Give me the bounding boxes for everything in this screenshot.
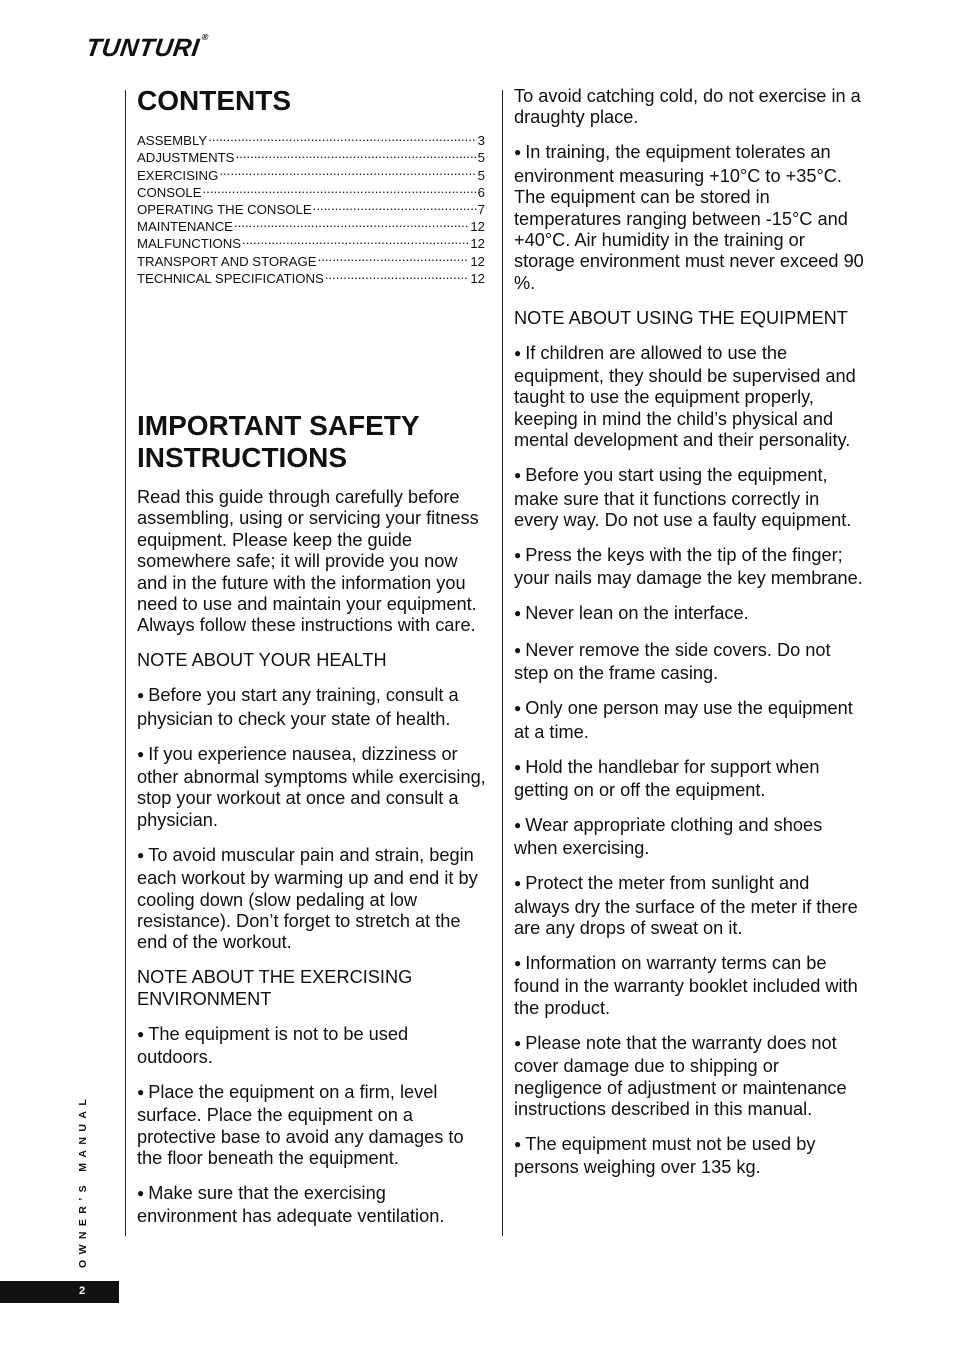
bullet-paragraph: ● The equipment is not to be used outdoors. [137, 1024, 487, 1069]
page-number: 2 [79, 1285, 86, 1297]
bullet-paragraph: ● Make sure that the exercising environment has adequate ventilation. [137, 1183, 487, 1228]
bullet-paragraph: ● Protect the meter from sunlight and always dry the surface of the meter if there are any drops of sweat on it. [514, 873, 864, 939]
toc-entry-page: 12 [470, 219, 485, 235]
toc-leader-dots [325, 266, 469, 283]
paragraph: Read this guide through carefully before assembling, using or servicing your fitness equipment. Please keep the guide somewhere safe; it will provide you now and in the future with the information you need to use and maintain your equipment. Always follow these instructions with care. [137, 487, 479, 636]
toc-leader-dots [208, 128, 477, 145]
column-divider [502, 90, 503, 1236]
toc-entry-title: TECHNICAL SPECIFICATIONS [137, 270, 324, 286]
toc-entry-page: 5 [477, 150, 485, 166]
toc-entry-title: ASSEMBLY [137, 133, 208, 149]
toc-entry-title: ADJUSTMENTS [137, 150, 235, 166]
paragraph: NOTE ABOUT THE EXERCISING ENVIRONMENT [137, 967, 413, 1009]
bullet-paragraph: ● If children are allowed to use the equipment, they should be supervised and taught to use the equipment properly, keeping in mind the child’s physical and mental development and their personality. [514, 343, 864, 452]
brand-name: TUNTURI [84, 34, 202, 62]
bullet-paragraph: ● Information on warranty terms can be found in the warranty booklet included with the product. [514, 953, 864, 1019]
tunturi-logo [84, 34, 208, 63]
bullet-paragraph: ● Only one person may use the equipment at a time. [514, 698, 864, 743]
toc-entry-title: EXERCISING [137, 167, 219, 183]
bullet-paragraph: ● Place the equipment on a firm, level surface. Place the equipment on a protective base to avoid any damages to the floor beneath the equipment. [137, 1082, 487, 1170]
toc-entry-title: TRANSPORT AND STORAGE [137, 253, 317, 269]
toc-entry-title: MALFUNCTIONS [137, 236, 242, 252]
safety-heading: IMPORTANT SAFETY INSTRUCTIONS [137, 410, 420, 473]
bullet-paragraph: ● In training, the equipment tolerates an environment measuring +10°C to +35°C. The equipment can be stored in temperatures ranging between -15°C and +40°C. Air humidity in the training or storage environment must never exceed 90 %. [514, 142, 864, 294]
toc-entry [137, 128, 485, 149]
toc-entry-title: OPERATING THE CONSOLE [137, 201, 312, 217]
left-column-rule [125, 90, 126, 1236]
toc-entry-page: 12 [470, 253, 485, 269]
bullet-paragraph: ● Please note that the warranty does not cover damage due to shipping or negligence of adjustment or maintenance instructions described in this manual. [514, 1033, 864, 1121]
toc-leader-dots [242, 231, 469, 248]
toc-leader-dots [313, 197, 477, 214]
bullet-paragraph: ● If you experience nausea, dizziness or other abnormal symptoms while exercising, stop your workout at once and consult a physician. [137, 744, 487, 832]
page-number-tab [0, 1281, 119, 1303]
paragraph: NOTE ABOUT USING THE EQUIPMENT [514, 307, 848, 328]
paragraph: To avoid catching cold, do not exercise in a draughty place. [514, 86, 861, 128]
bullet-paragraph: ● The equipment must not be used by persons weighing over 135 kg. [514, 1134, 864, 1179]
toc-leader-dots [234, 214, 469, 231]
safety-left-column [137, 487, 487, 1241]
bullet-paragraph: ● To avoid muscular pain and strain, begin each workout by warming up and end it by cooling down (slow pedaling at low resistance). Don’t forget to stretch at the end of the workout. [137, 845, 487, 954]
toc-leader-dots [203, 180, 477, 197]
toc-entry-page: 5 [477, 167, 485, 183]
contents-section [137, 84, 485, 286]
toc-entry-page: 6 [477, 184, 485, 200]
registered-mark: ® [201, 32, 210, 42]
toc-entry-page: 7 [477, 201, 485, 217]
toc-entry-page: 12 [470, 270, 485, 286]
contents-heading: CONTENTS [137, 85, 291, 116]
bullet-paragraph: ● Before you start using the equipment, make sure that it functions correctly in every way. Do not use a faulty equipment. [514, 465, 864, 531]
safety-right-column [514, 86, 864, 1192]
toc-entry-title: CONSOLE [137, 184, 202, 200]
paragraph: NOTE ABOUT YOUR HEALTH [137, 650, 387, 671]
toc-entry-title: MAINTENANCE [137, 219, 233, 235]
toc-leader-dots [318, 248, 470, 265]
bullet-paragraph: ● Before you start any training, consult a physician to check your state of health. [137, 685, 487, 730]
bullet-paragraph: ● Never remove the side covers. Do not step on the frame casing. [514, 640, 864, 685]
bullet-paragraph: ● Never lean on the interface. [514, 603, 864, 626]
toc-leader-dots [219, 162, 476, 179]
toc-entry-page: 3 [477, 133, 485, 149]
toc-entry-page: 12 [470, 236, 485, 252]
bullet-paragraph: ● Hold the handlebar for support when getting on or off the equipment. [514, 757, 864, 802]
bullet-paragraph: ● Press the keys with the tip of the finger; your nails may damage the key membrane. [514, 545, 864, 590]
toc-leader-dots [235, 145, 476, 162]
bullet-paragraph: ● Wear appropriate clothing and shoes when exercising. [514, 815, 864, 860]
owners-manual-side-label: OWNER’S MANUAL [77, 1093, 89, 1268]
table-of-contents [137, 128, 485, 286]
